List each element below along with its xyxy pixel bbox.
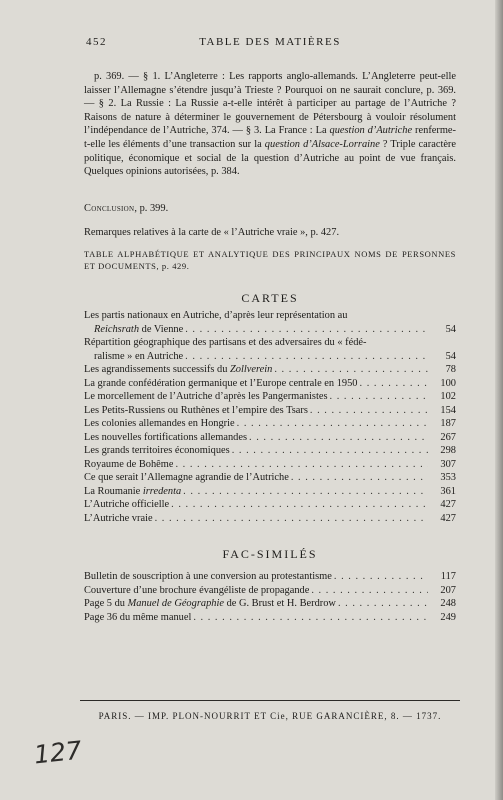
handwritten-note: 127 [32, 735, 84, 770]
toc-entry: Bulletin de souscription à une conversion au protestantisme . . . 117 [84, 570, 456, 584]
page-ref: 117 [440, 571, 456, 582]
toc-entry: Les Petits-Russiens ou Ruthènes et l’empire des Tsars . . . 154 [84, 404, 456, 418]
toc-entry: Ce que serait l’Allemagne agrandie de l’Autriche . . . 353 [84, 471, 456, 485]
leader-dots [193, 611, 428, 625]
page-ref: 207 [440, 584, 456, 596]
page-ref: 427 [440, 499, 456, 510]
toc-entry: Les agrandissements successifs du Zollverein . . . 78 [84, 363, 456, 377]
page-ref: 267 [440, 431, 456, 443]
leader-dots [155, 512, 428, 526]
page-ref: 102 [440, 391, 456, 402]
leader-dots [310, 404, 428, 418]
table-alpha-entry: TABLE ALPHABÉTIQUE ET ANALYTIQUE DES PRINCIPAUX NOMS DE PERSONNES ET DOCUMENTS, p. 429. [84, 249, 456, 271]
leader-dots [183, 485, 428, 499]
cartes-heading: CARTES [241, 291, 299, 305]
page-ref: 54 [445, 323, 456, 335]
page-ref: 298 [440, 445, 456, 456]
page-ref: 249 [440, 611, 456, 623]
leader-dots [185, 350, 428, 364]
page-ref: 353 [440, 472, 456, 483]
fac-similes-list [84, 570, 456, 624]
toc-entry: L’Autriche officielle . . . 427 [84, 498, 456, 512]
page-ref: 154 [440, 404, 456, 416]
footer-rule [80, 700, 460, 701]
remarks-entry: Remarques relatives à la carte de « l’Autriche vraie », p. 427. [84, 227, 340, 238]
page-ref: 307 [440, 458, 456, 470]
leader-dots [291, 471, 428, 485]
leader-dots [232, 444, 428, 458]
leader-dots [330, 390, 428, 404]
leader-dots [185, 323, 428, 337]
toc-entry: Page 5 du Manuel de Géographie de G. Brust et H. Berdrow . . . 248 [84, 597, 456, 611]
page-ref: 187 [440, 418, 456, 429]
leader-dots [249, 431, 428, 445]
leader-dots [274, 363, 428, 377]
conclusion-page: , p. 399. [134, 203, 169, 214]
fac-similes-heading: FAC-SIMILÉS [222, 547, 318, 561]
conclusion-entry [84, 202, 456, 216]
page-ref: 248 [440, 598, 456, 609]
toc-entry: Page 36 du même manuel . . . 249 [84, 611, 456, 625]
conclusion-label: Conclusion [84, 203, 135, 214]
page-ref: 361 [440, 485, 456, 497]
toc-entry: Les grands territoires économiques . . . 298 [84, 444, 456, 458]
printer-imprint: PARIS. — IMP. PLON-NOURRIT ET Cie, RUE GARANCIÈRE, 8. — 1737. [98, 711, 442, 721]
toc-entry: Le morcellement de l’Autriche d’après les Pangermanistes . . . 102 [84, 390, 456, 404]
leader-dots [311, 584, 428, 598]
running-title: TABLE DES MATIÈRES [199, 36, 341, 48]
toc-entry: Les colonies allemandes en Hongrie . . . 187 [84, 417, 456, 431]
cartes-list [84, 309, 456, 525]
page-ref: 54 [445, 350, 456, 362]
leader-dots [360, 377, 429, 391]
leader-dots [334, 570, 428, 584]
toc-entry: Les nouvelles fortifications allemandes . . . 267 [84, 431, 456, 445]
toc-entry: Répartition géographique des partisans et des adversaires du « fédé- ralisme » en Autriche . . . 54 [84, 336, 456, 363]
leader-dots [338, 597, 428, 611]
leader-dots [175, 458, 428, 472]
toc-entry: La Roumanie irredenta . . . 361 [84, 485, 456, 499]
toc-entry: Les partis nationaux en Autriche, d’après leur représentation au Reichsrath de Vienne . . . 54 [84, 309, 456, 336]
page-ref: 100 [440, 377, 456, 389]
toc-entry: Couverture d’une brochure évangéliste de propagande . . . 207 [84, 584, 456, 598]
page-number: 452 [86, 36, 107, 48]
intro-paragraph: p. 369. — § 1. L’Angleterre : Les rapports anglo-allemands. L’Angleterre peut-elle laisser l’Allemagne s’étendre jusqu’à Trieste ? Pourquoi on ne saurait conclure, p. 369. — § 2. La Russie : La Russie a-t-elle intérêt à participer au partage de l’Autriche ? Raisons de nature à déterminer le gouvernement de Pétersbourg à vouloir résolument l’indépendance de l’Autriche, 374. — § 3. La France : La question d’Autriche renferme-t-elle les éléments d’une transaction sur la question d’Alsace-Lorraine ? Triple caractère politique, économique et social de la question d’Autriche au point de vue français. Quelques opinions autorisées, p. 384. [84, 71, 457, 178]
toc-entry: Royaume de Bohême . . . 307 [84, 458, 456, 472]
leader-dots [171, 498, 428, 512]
toc-entry: L’Autriche vraie . . . 427 [84, 512, 456, 526]
page-gutter-shadow [495, 0, 503, 800]
toc-entry: La grande confédération germanique et l’Europe centrale en 1950 . . . 100 [84, 377, 456, 391]
leader-dots [237, 417, 428, 431]
page-ref: 427 [440, 512, 456, 524]
page-ref: 78 [445, 364, 456, 375]
